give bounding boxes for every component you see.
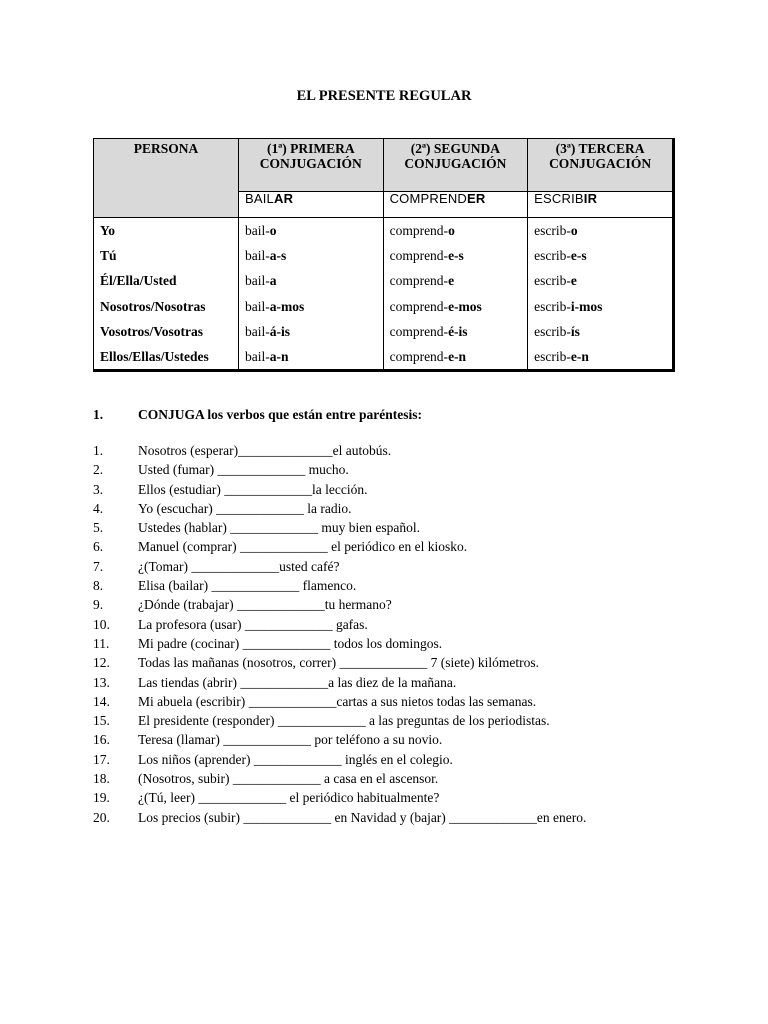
exercise-item	[93, 518, 586, 537]
exercise-number: 13.	[93, 674, 110, 690]
forms-column-3	[528, 218, 674, 371]
exercise-item	[93, 441, 586, 460]
conjugation-header-1: (1ª) PRIMERA CONJUGACIÓN	[239, 139, 384, 192]
verb-form: comprend-e-mos	[389, 298, 482, 314]
exercise-number: 5.	[93, 520, 104, 536]
exercise-number: 3.	[93, 481, 104, 497]
exercise-text: Los precios (subir) _____________ en Navidad y (bajar) _____________en enero.	[138, 809, 587, 825]
exercise-text: Yo (escuchar) _____________ la radio.	[138, 500, 352, 516]
exercise-item	[93, 576, 586, 595]
exercise-text: Ustedes (hablar) _____________ muy bien español.	[138, 520, 420, 536]
verb-form: escrib-i-mos	[534, 298, 603, 314]
exercise-number: 15.	[93, 713, 110, 729]
exercise-number: 14.	[93, 693, 110, 709]
verb-form: bail-a-s	[245, 248, 287, 264]
verb-form: comprend-e-n	[389, 348, 467, 364]
infinitive-2: COMPRENDER	[383, 192, 528, 218]
exercise-text: Los niños (aprender) _____________ inglés en el colegio.	[138, 751, 453, 767]
exercise-item	[93, 653, 586, 672]
infinitive-1: BAILAR	[239, 192, 384, 218]
exercise-text: Mi abuela (escribir) _____________cartas a sus nietos todas las semanas.	[138, 693, 537, 709]
person-label: Nosotros/Nosotras	[100, 298, 206, 314]
exercise-item	[93, 460, 586, 479]
verb-form: escrib-e-s	[534, 248, 587, 264]
exercise-number: 16.	[93, 732, 110, 748]
exercise-item	[93, 595, 586, 614]
exercise-number: 18.	[93, 771, 110, 787]
exercise-text: ¿(Tomar) _____________usted café?	[138, 558, 340, 574]
persona-header: PERSONA	[94, 139, 239, 218]
exercise-item	[93, 808, 586, 827]
exercise-item	[93, 480, 586, 499]
exercise-text: Mi padre (cocinar) _____________ todos los domingos.	[138, 635, 443, 651]
person-label: Yo	[100, 223, 116, 238]
verb-form: escrib-e-n	[534, 348, 589, 364]
exercise-item	[93, 673, 586, 692]
exercise-number: 8.	[93, 578, 104, 594]
verb-form: bail-a-n	[245, 348, 289, 364]
exercise-text: Las tiendas (abrir) _____________a las diez de la mañana.	[138, 674, 457, 690]
exercise-number: 1.	[93, 443, 104, 458]
exercise-item	[93, 634, 586, 653]
verb-form: comprend-e-s	[389, 248, 464, 264]
exercise-text: Nosotros (esperar)______________el autobús.	[138, 443, 392, 458]
exercise-text: La profesora (usar) _____________ gafas.	[138, 616, 368, 632]
verb-form: bail-o	[245, 223, 277, 238]
exercise-heading: 1. CONJUGA los verbos que están entre paréntesis:	[93, 407, 422, 422]
verb-form: comprend-o	[389, 223, 455, 238]
conjugation-header-3: (3ª) TERCERA CONJUGACIÓN	[528, 139, 674, 192]
verb-form: comprend-e	[389, 273, 455, 289]
exercise-number: 12.	[93, 655, 110, 671]
exercise-text: Ellos (estudiar) _____________la lección.	[138, 481, 368, 497]
exercise-item	[93, 730, 586, 749]
exercise-number: 7.	[93, 558, 104, 574]
exercise-number: 4.	[93, 500, 104, 516]
exercise-number: 17.	[93, 751, 110, 767]
exercise-item	[93, 711, 586, 730]
exercise-number: 20.	[93, 809, 110, 825]
exercise-item	[93, 537, 586, 556]
person-label: Tú	[100, 248, 117, 264]
forms-column-1	[239, 218, 384, 371]
exercise-number: 11.	[93, 635, 110, 651]
exercise-item	[93, 692, 586, 711]
page-title: EL PRESENTE REGULAR	[296, 88, 472, 104]
exercise-item	[93, 499, 586, 518]
exercise-text: Todas las mañanas (nosotros, correr) _____________ 7 (siete) kilómetros.	[138, 655, 539, 671]
verb-form: escrib-o	[534, 223, 578, 238]
exercise-item	[93, 615, 586, 634]
exercise-number: 6.	[93, 539, 104, 555]
exercise-text: Teresa (llamar) _____________ por teléfono a su novio.	[138, 732, 443, 748]
exercise-text: El presidente (responder) _____________ a las preguntas de los periodistas.	[138, 713, 550, 729]
exercise-item	[93, 788, 586, 807]
verb-form: escrib-ís	[534, 323, 580, 339]
exercise-number: 9.	[93, 597, 104, 613]
infinitive-3: ESCRIBIR	[528, 192, 674, 218]
exercise-item	[93, 750, 586, 769]
exercise-text: ¿Dónde (trabajar) _____________tu hermano?	[138, 597, 392, 613]
exercise-list	[93, 441, 586, 827]
exercise-item	[93, 769, 586, 788]
exercise-number: 10.	[93, 616, 110, 632]
exercise-text: Usted (fumar) _____________ mucho.	[138, 462, 349, 478]
verb-form: bail-a-mos	[245, 298, 305, 314]
person-label: Ellos/Ellas/Ustedes	[100, 348, 209, 364]
verb-form: bail-a	[245, 273, 277, 289]
conjugation-table	[93, 138, 675, 372]
verb-form: bail-á-is	[245, 323, 290, 339]
persons-column	[94, 218, 239, 371]
conjugation-header-2: (2ª) SEGUNDA CONJUGACIÓN	[383, 139, 528, 192]
exercise-text: (Nosotros, subir) _____________ a casa en el ascensor.	[138, 771, 439, 787]
forms-column-2	[383, 218, 528, 371]
exercise-item	[93, 557, 586, 576]
exercise-text: Manuel (comprar) _____________ el periódico en el kiosko.	[138, 539, 468, 555]
person-label: Él/Ella/Usted	[100, 273, 177, 289]
exercise-number: 19.	[93, 790, 110, 806]
exercise-text: Elisa (bailar) _____________ flamenco.	[138, 578, 357, 594]
exercise-text: ¿(Tú, leer) _____________ el periódico habitualmente?	[138, 790, 440, 806]
verb-form: escrib-e	[534, 273, 577, 289]
verb-form: comprend-é-is	[389, 323, 468, 339]
exercise-number: 2.	[93, 462, 104, 478]
person-label: Vosotros/Vosotras	[100, 323, 204, 339]
